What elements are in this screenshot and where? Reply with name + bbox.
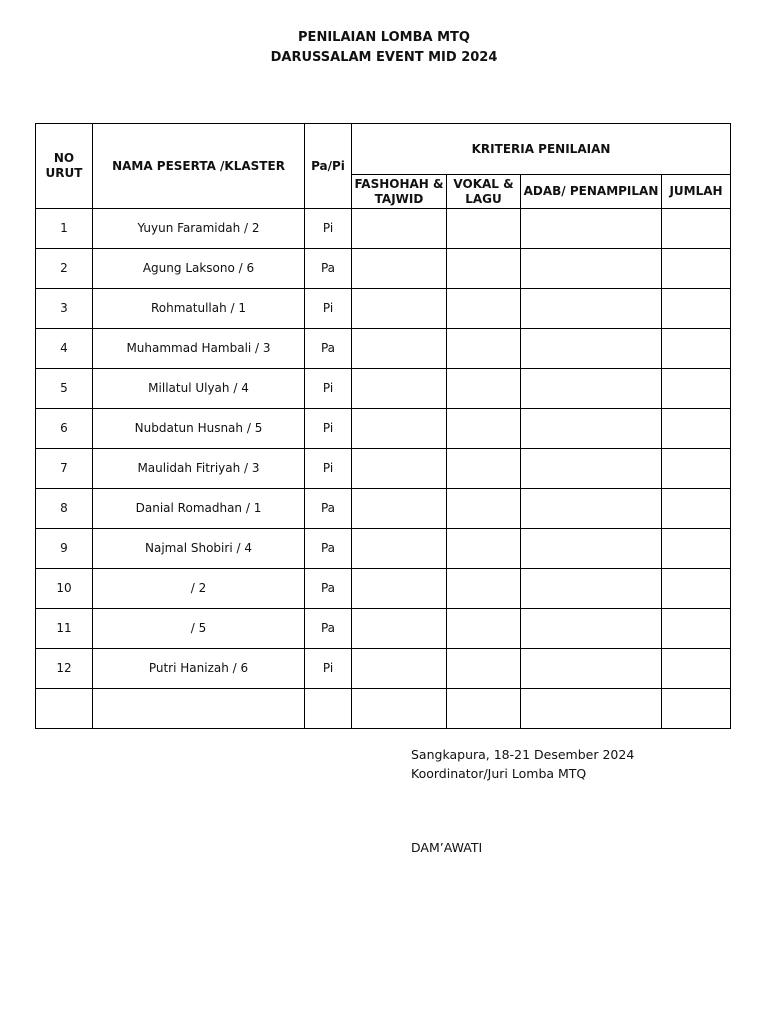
table-row [36, 369, 731, 409]
cell-no: 1 [36, 209, 93, 249]
cell-adab-score [521, 609, 662, 649]
cell-fashohah-score [352, 289, 447, 329]
table-row [36, 689, 731, 729]
table-row [36, 569, 731, 609]
cell-gender: Pa [305, 569, 352, 609]
cell-name: Putri Hanizah / 6 [93, 649, 305, 689]
cell-jumlah-score [662, 249, 731, 289]
column-header-name: NAMA PESERTA /KLASTER [93, 124, 305, 209]
cell-vokal-score [447, 529, 521, 569]
cell-gender: Pi [305, 649, 352, 689]
cell-fashohah-score [352, 649, 447, 689]
cell-fashohah-score [352, 409, 447, 449]
cell-adab-score [521, 569, 662, 609]
criteria-adab-penampilan: ADAB/ PENAMPILAN [521, 175, 662, 209]
cell-jumlah-score [662, 369, 731, 409]
cell-fashohah-score [352, 329, 447, 369]
cell-gender: Pa [305, 329, 352, 369]
header-row [36, 124, 731, 175]
cell-vokal-score [447, 289, 521, 329]
cell-adab-score [521, 689, 662, 729]
cell-name [93, 689, 305, 729]
criteria-jumlah: JUMLAH [662, 175, 731, 209]
cell-gender: Pi [305, 449, 352, 489]
cell-adab-score [521, 649, 662, 689]
cell-adab-score [521, 409, 662, 449]
cell-no [36, 689, 93, 729]
table-row [36, 209, 731, 249]
cell-name: Maulidah Fitriyah / 3 [93, 449, 305, 489]
cell-name: Yuyun Faramidah / 2 [93, 209, 305, 249]
cell-adab-score [521, 369, 662, 409]
cell-no: 12 [36, 649, 93, 689]
signer-name: DAM’AWATI [411, 840, 483, 855]
cell-gender: Pa [305, 609, 352, 649]
column-header-no: NO URUT [36, 124, 93, 209]
cell-jumlah-score [662, 689, 731, 729]
cell-fashohah-score [352, 209, 447, 249]
cell-fashohah-score [352, 609, 447, 649]
cell-jumlah-score [662, 289, 731, 329]
cell-fashohah-score [352, 449, 447, 489]
table-row [36, 529, 731, 569]
cell-fashohah-score [352, 489, 447, 529]
cell-no: 7 [36, 449, 93, 489]
cell-adab-score [521, 489, 662, 529]
cell-vokal-score [447, 689, 521, 729]
cell-no: 3 [36, 289, 93, 329]
cell-vokal-score [447, 209, 521, 249]
table-row [36, 449, 731, 489]
cell-vokal-score [447, 489, 521, 529]
cell-name: Agung Laksono / 6 [93, 249, 305, 289]
cell-no: 6 [36, 409, 93, 449]
cell-jumlah-score [662, 329, 731, 369]
cell-name: Najmal Shobiri / 4 [93, 529, 305, 569]
cell-fashohah-score [352, 689, 447, 729]
cell-gender [305, 689, 352, 729]
cell-vokal-score [447, 329, 521, 369]
cell-vokal-score [447, 449, 521, 489]
cell-name: Muhammad Hambali / 3 [93, 329, 305, 369]
cell-fashohah-score [352, 569, 447, 609]
cell-gender: Pa [305, 249, 352, 289]
cell-jumlah-score [662, 409, 731, 449]
cell-fashohah-score [352, 369, 447, 409]
criteria-vokal-lagu: VOKAL & LAGU [447, 175, 521, 209]
cell-no: 4 [36, 329, 93, 369]
cell-gender: Pa [305, 529, 352, 569]
cell-name: Rohmatullah / 1 [93, 289, 305, 329]
cell-vokal-score [447, 409, 521, 449]
cell-gender: Pa [305, 489, 352, 529]
cell-vokal-score [447, 569, 521, 609]
cell-name: Millatul Ulyah / 4 [93, 369, 305, 409]
cell-no: 8 [36, 489, 93, 529]
score-table [35, 123, 731, 729]
cell-jumlah-score [662, 489, 731, 529]
document-subtitle: DARUSSALAM EVENT MID 2024 [270, 50, 498, 65]
cell-jumlah-score [662, 209, 731, 249]
cell-gender: Pi [305, 409, 352, 449]
table-row [36, 649, 731, 689]
cell-jumlah-score [662, 529, 731, 569]
cell-jumlah-score [662, 649, 731, 689]
cell-fashohah-score [352, 529, 447, 569]
cell-name: Nubdatun Husnah / 5 [93, 409, 305, 449]
cell-adab-score [521, 209, 662, 249]
cell-no: 5 [36, 369, 93, 409]
cell-jumlah-score [662, 569, 731, 609]
table-row [36, 409, 731, 449]
column-header-gender: Pa/Pi [305, 124, 352, 209]
place-date: Sangkapura, 18-21 Desember 2024 [411, 747, 635, 762]
cell-vokal-score [447, 609, 521, 649]
cell-fashohah-score [352, 249, 447, 289]
cell-adab-score [521, 329, 662, 369]
table-row [36, 249, 731, 289]
cell-no: 9 [36, 529, 93, 569]
table-row [36, 489, 731, 529]
cell-gender: Pi [305, 209, 352, 249]
table-row [36, 329, 731, 369]
cell-adab-score [521, 249, 662, 289]
criteria-fashohah-tajwid: FASHOHAH & TAJWID [352, 175, 447, 209]
cell-gender: Pi [305, 289, 352, 329]
cell-gender: Pi [305, 369, 352, 409]
cell-name: Danial Romadhan / 1 [93, 489, 305, 529]
cell-adab-score [521, 449, 662, 489]
table-row [36, 609, 731, 649]
cell-jumlah-score [662, 609, 731, 649]
cell-vokal-score [447, 249, 521, 289]
cell-adab-score [521, 529, 662, 569]
table-row [36, 289, 731, 329]
cell-name: / 2 [93, 569, 305, 609]
cell-vokal-score [447, 649, 521, 689]
coordinator-role: Koordinator/Juri Lomba MTQ [411, 766, 587, 781]
cell-jumlah-score [662, 449, 731, 489]
cell-no: 10 [36, 569, 93, 609]
document-title: PENILAIAN LOMBA MTQ [298, 30, 470, 45]
cell-no: 2 [36, 249, 93, 289]
cell-no: 11 [36, 609, 93, 649]
column-header-criteria: KRITERIA PENILAIAN [352, 124, 731, 175]
cell-vokal-score [447, 369, 521, 409]
cell-adab-score [521, 289, 662, 329]
cell-name: / 5 [93, 609, 305, 649]
